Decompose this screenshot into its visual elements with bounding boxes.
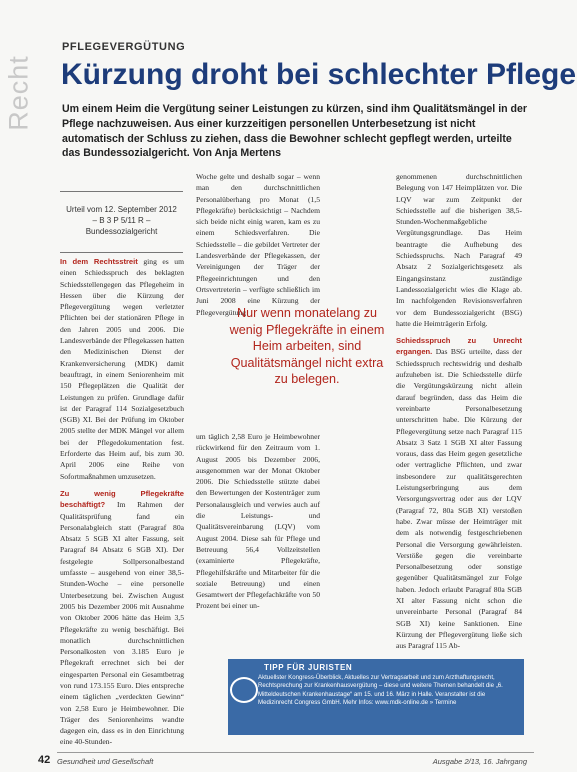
publication-name: Gesundheit und Gesellschaft [57, 757, 154, 766]
tip-tag: TIPP FÜR JURISTEN [264, 663, 353, 672]
author: Von Anja Mertens [192, 147, 281, 160]
verdict-court: Bundessozialgericht [85, 227, 158, 236]
verdict-box [60, 191, 183, 253]
article-title: Kürzung droht bei schlechter Pflege [61, 58, 577, 91]
body-text: ging es um einen Schiedsspruch des beklagten Schiedsstellengegen das Pflegeheim in Hessen über die Kürzung der Pflegevergütung wegen verletzter Pflichten bei der stationären Pflege in den Jahren 2005 und 2006. Die Landesverbände der Pflegekassen hatten den Medizinischen Dienst der Krankenversicherung (MDK) damit beauftragt, in einem Seniorenheim mit 150 Pflegeplätzen die Qualität der Leistungen zu prüfen. Grundlage dafür ist der Paragraf 114 Sozialgesetzbuch (SGB) XI. Bei der Prüfung im Oktober 2005 stellte der MDK Mängel vor allem bei der Pflegedokumentation fest. Erforderte das Heim auf, bis zum 30. April 2006 eine Reihe von Sofortmaßnahmen umzusetzen. [60, 257, 184, 481]
body-text: Woche gelte und deshalb sogar – wenn man den durchschnittlichen Personalüberhang pro Monat (1,5 Pflegekräfte) berücksichtigt – Nachdem sich beide nicht einig waren, kam es zu einem Schiedsverfahren. Die Schiedsstelle – die gebildet Vertreter der Landesverbände der Pflegekassen, der Vereinigungen der Träger der Pflegeeinrichtungen und den Ortsvertreterin – verfügte schließlich im Juni 2008 eine Kürzung der Pflegevergütung [196, 172, 320, 317]
kicker: PFLEGEVERGÜTUNG [62, 41, 186, 53]
paragraph [60, 488, 184, 748]
verdict-date: Urteil vom 12. September 2012 [66, 205, 177, 214]
subheading: Schiedsspruch zu Unrecht ergangen. [396, 336, 522, 357]
book-icon [230, 677, 258, 703]
body-text: genommenen durchschnittlichen Belegung von 147 Heimplätzen vor. Die LQV war zum Zeitpunkt der Schiedsstelle auf die bisherigen 38,5-Stunden-Wochenmaßgebliche Vergütungsgrundlage. Das Heim beantragte die Aufhebung des Schiedsspruchs. Nach Paragraf 49 Absatz 2 Sozialgerichtsgesetz als Eingangsinstanz zuständige Landessozialgericht wies die Klage ab. Im nachfolgenden Revisionsverfahren vor dem Bundessozialgericht (BSG) hatte die Heimträgerin Erfolg. [396, 172, 522, 328]
column-2-bottom [196, 431, 320, 612]
page-number: 42 [38, 754, 51, 766]
subheading: Zu wenig Pflegekräfte beschäftigt? [60, 488, 184, 510]
paragraph [396, 335, 522, 651]
issue-info: Ausgabe 2/13, 16. Jahrgang [432, 757, 527, 766]
tip-text: Aktuellster Kongress-Überblick, Aktuelles zur Vertragsarbeit und zum Arzthaftungsrecht, Rechtsprechung zur Krankenhausvergütung – diese und weitere Themen behandelt die „6. Mitteldeutschen Krankenhaustage“ am 15. und 16. März in Halle. Veranstalter ist die Medizinrecht Congress GmbH. Mehr Infos: www.mdk-online.de » Termine [258, 674, 503, 707]
paragraph [60, 256, 184, 482]
footer-divider [57, 752, 534, 753]
column-3 [396, 171, 522, 651]
column-1 [60, 256, 184, 748]
body-text: Das BSG urteilte, dass der Schiedsspruch rechtswidrig und deshalb aufzuheben ist. Die Schiedsstelle dürfe die Vergütungskürzung nicht allein darauf begründen, dass das Heim die vereinbarte Personalbesetzung unterschritten habe. Die Kürzung der Pflegevergütung setze nach Paragraf 115 Absatz 3 Satz 1 SGB XI alter Fassung voraus, dass das Heim gegen gesetzliche oder vertragliche Pflichten, und zwar insbesondere zur qualitätsgerechten Leistungserbringung aus dem Versorgungsvertrag oder aus der LQV (Paragraf 72, 80a SGB XI) verstoßen habe. Zwar müsse der Heimträger mit dem als notwendig festgeschriebenen Personal die Versorgung gewährleisten. Verstöße gegen die vereinbarte Personalbesetzung oder sonstige gegenüber Qualitätsmängel zur Folge haben. Jedoch erlaubt Paragraf 80a SGB XI alter Fassung nicht schon die unvereinbarte Personal (Paragraf 84 SGB XI) keine Sanktionen. Eine Kürzung der Pflegevergütung ließe sich aus Paragraf 115 Ab- [396, 347, 522, 651]
lead-paragraph [62, 102, 532, 161]
pull-quote: Nur wenn monatelang zu wenig Pflegekräfte in einem Heim arbeiten, sind Qualitätsmängel nicht extra zu belegen. [229, 306, 385, 387]
body-text: um täglich 2,58 Euro je Heimbewohner rückwirkend für den Zeitraum vom 1. August 2005 bis Dezember 2006, ausgenommen war der Monat Oktober 2006. Die Schiedsstelle stützte dabei den Bewertungen der Kostenträger zum Personalausgleich und verwies auch auf die Leistungs- und Qualitätsvereinbarung (LQV) vom August 2004. Diese sah für Pflege und Betreuung 56,4 Vollzeitstellen (examinierte Pflegekräfte, Pflegehilfskräfte und Mitarbeiter für die soziale Betreuung) und einen Gesamtwert der Pflegefachkräfte von 50 Prozent bei einer un- [196, 432, 320, 611]
body-text: Im Rahmen der Qualitätsprüfung fand ein Personalabgleich statt (Paragraf 80a Absatz 5 SGB XI alter Fassung, seit Paragraf 84 Absatz 6 SGB XI). Der festgelegte Sollpersonalbestand umfasste – ausgehend von einer 38,5-Stunden-Woche – eine personelle Unterbesetzung bei. Zwischen August 2005 bis Dezember 2006 mit Ausnahme von Oktober 2006 hätte das Heim 3,5 Pflegekräfte zu wenig beschäftigt. Bei monatlich durchschnittlichen Personalkosten von 3.185 Euro je Pflegekraft errechnet sich bei der eingesparten Personal ein Gesamtbetrag von rund 173.155 Euro. Dies entspreche einem täglichen „verdeckten Gewinn“ von 2,58 Euro je Heimbewohner. Die Träger des Seniorenheims wandte dagegen ein, dass es in den Einrichtung eine 40-Stunden- [60, 500, 184, 747]
verdict-case-number: – B 3 P 5/11 R – [92, 216, 151, 225]
lead-text: Um einem Heim die Vergütung seiner Leistungen zu kürzen, sind ihm Qualitätsmängel in der Pflege nachzuweisen. Aus einer kurzzeitigen personellen Unterbesetzung ist nicht automatisch der Schluss zu ziehen, dass die Bewohner schlecht gepflegt werden, urteilte das Bundessozialgericht. [62, 103, 528, 160]
section-vertical-label: Recht [3, 55, 34, 131]
column-2-top [196, 171, 320, 318]
subheading: In dem Rechtsstreit [60, 257, 138, 266]
